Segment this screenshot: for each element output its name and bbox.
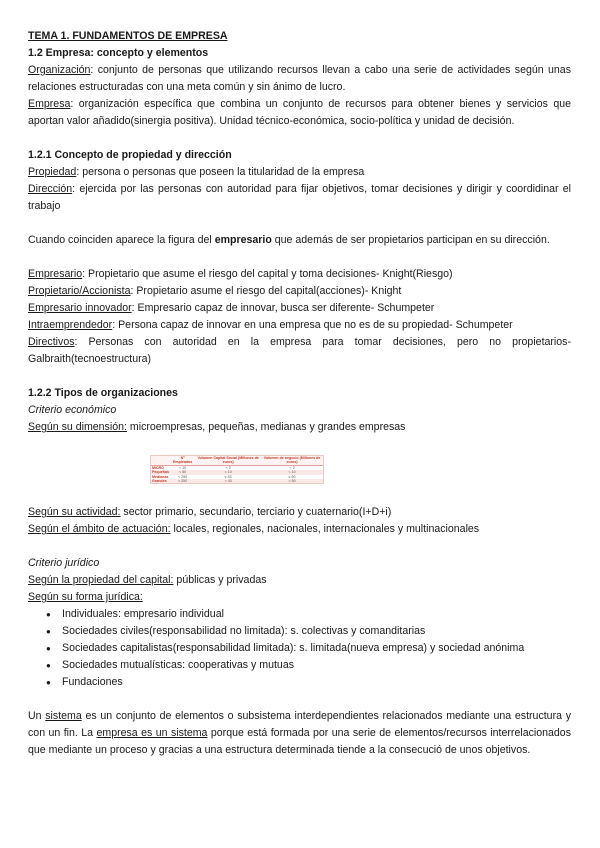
list-item: ● Sociedades mutualísticas: cooperativas y mutuas	[28, 657, 571, 674]
section-heading-1-2: 1.2 Empresa: concepto y elementos	[28, 47, 209, 59]
criterio-juridico: Criterio jurídico	[28, 557, 100, 569]
definition-propietario: Propietario/Accionista: Propietario asume el riesgo del capital(acciones)- Knight	[28, 285, 402, 297]
table-row: Medianas < 250 ≤ 43 ≤ 50	[151, 475, 323, 479]
dimension-line: Según su dimensión: microempresas, pequeñas, medianas y grandes empresas	[28, 421, 406, 433]
document-page	[28, 28, 571, 759]
actividad-line: Según su actividad: sector primario, secundario, terciario y cuaternario(I+D+i)	[28, 506, 392, 518]
term: Propietario/Accionista	[28, 285, 131, 297]
term: Dirección	[28, 183, 73, 195]
paragraph-empresario: Cuando coinciden aparece la figura del empresario que además de ser propietarios participan en su dirección.	[28, 234, 550, 246]
list-item: ● Individuales: empresario individual	[28, 606, 571, 623]
definition-direccion: Dirección: ejercida por las personas con autoridad para fijar objetivos, tomar decisiones y dirigir y coordidinar el trabajo	[28, 183, 571, 212]
paragraph-sistema: Un sistema es un conjunto de elementos o subsistema interdependientes relacionados mediante una estructura y con un fin. La empresa es un sistema porque está formada por una serie de elementos/recursos interrelacionados que mediante un proceso y gracias a una estructura determinada tiende a la consecució de unos objetivos.	[28, 710, 571, 756]
definition-organizacion: Organización: conjunto de personas que utilizando recursos llevan a cabo una serie de actividades según unas relaciones estructuradas con una meta común y sin ánimo de lucro.	[28, 64, 571, 93]
definition-empresario-innovador: Empresario innovador: Empresario capaz de innovar, busca ser diferente- Schumpeter	[28, 302, 435, 314]
term: Empresa	[28, 98, 71, 110]
term: Directivos	[28, 336, 75, 348]
forma-juridica-list	[28, 606, 571, 691]
table-row: Grandes > 250 > 43 > 50	[151, 479, 323, 483]
table-header-cell	[151, 456, 170, 465]
definition-propiedad: Propiedad: persona o personas que poseen la titularidad de la empresa	[28, 166, 365, 178]
list-item: ● Sociedades civiles(responsabilidad no limitada): s. colectivas y comanditarias	[28, 623, 571, 640]
definition-intraemprendedor: Intraemprendedor: Persona capaz de innovar en una empresa que no es de su propiedad- Schumpeter	[28, 319, 513, 331]
forma-juridica-label: Según su forma jurídica:	[28, 591, 143, 603]
document-title: TEMA 1. FUNDAMENTOS DE EMPRESA	[28, 30, 228, 42]
section-heading-1-2-1: 1.2.1 Concepto de propiedad y dirección	[28, 149, 232, 161]
ambito-line: Según el ámbito de actuación: locales, regionales, nacionales, internacionales y multinacionales	[28, 523, 480, 535]
table-row: Pequeñas < 50 < 10 < 10	[151, 470, 323, 474]
term: Empresario innovador	[28, 302, 132, 314]
definition-empresa: Empresa: organización específica que combina un conjunto de recursos para obtener bienes y servicios que aportan valor añadido(sinergia positiva). Unidad técnico-económica, socio-política y unidad de decisión.	[28, 98, 571, 127]
definition-directivos: Directivos: Personas con autoridad en la empresa para tomar decisiones, pero no propietarios- Galbraith(tecnoestructura)	[28, 336, 571, 365]
list-item: ● Fundaciones	[28, 674, 571, 691]
term: Empresario	[28, 268, 83, 280]
capital-line: Según la propiedad del capital: públicas y privadas	[28, 574, 267, 586]
list-item: ● Sociedades capitalistas(responsabilidad limitada): s. limitada(nueva empresa) y sociedad anónima	[28, 640, 571, 657]
definition-empresario: Empresario: Propietario que asume el riesgo del capital y toma decisiones- Knight(Riesgo)	[28, 268, 453, 280]
table-header-cell: Volumen Capital Social (Millones de euros)	[195, 456, 261, 465]
table-row: MICRO < 10 < 2 < 2	[151, 465, 323, 470]
criterio-economico: Criterio económico	[28, 404, 117, 416]
term: Intraemprendedor	[28, 319, 113, 331]
section-heading-1-2-2: 1.2.2 Tipos de organizaciones	[28, 387, 178, 399]
dimension-table	[151, 456, 323, 483]
table-header-cell: Nº Empleados	[170, 456, 195, 465]
term: Propiedad	[28, 166, 77, 178]
table-header-cell: Volumen de negocio (Millones de euros)	[261, 456, 323, 465]
term: Organización	[28, 64, 91, 76]
table-header-row	[151, 456, 323, 465]
